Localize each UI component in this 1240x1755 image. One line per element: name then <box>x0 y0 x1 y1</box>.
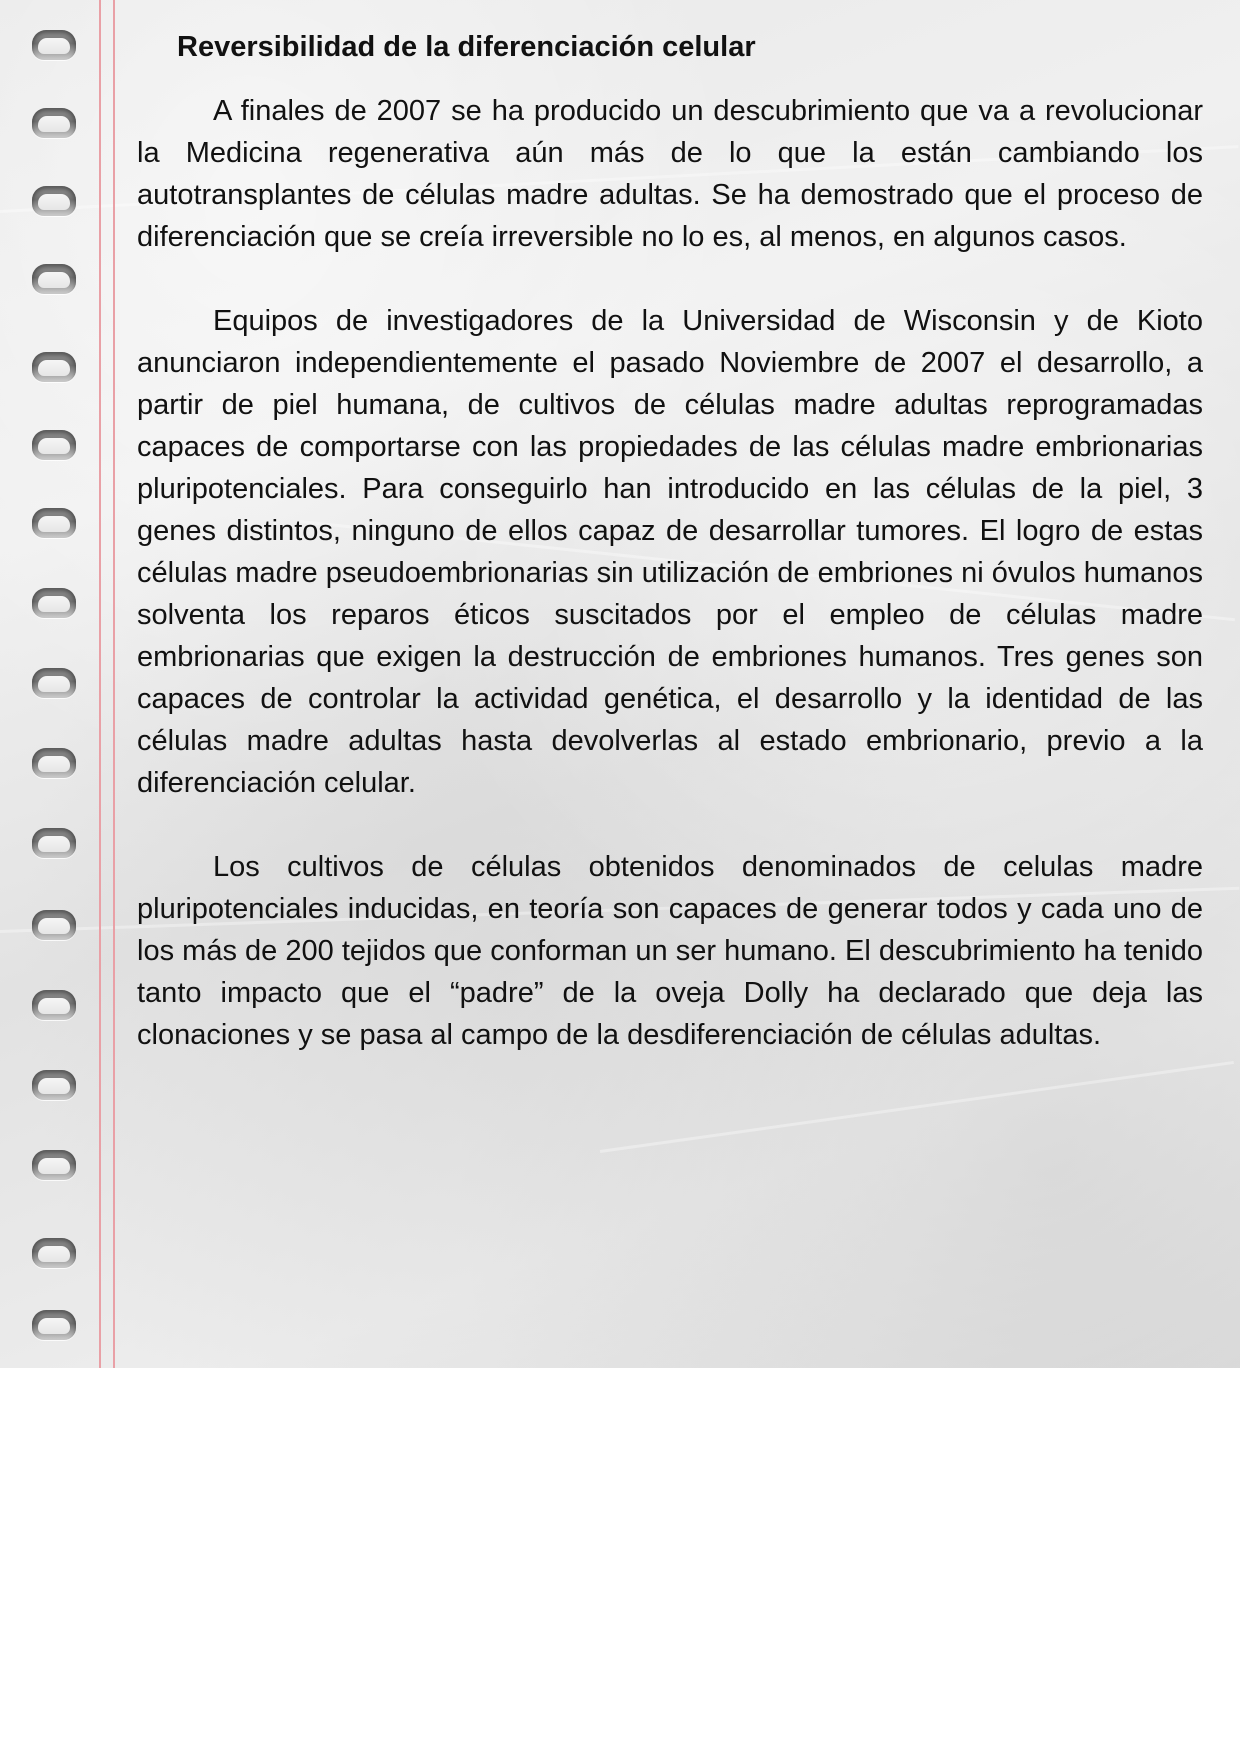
binder-hole <box>32 1310 76 1340</box>
binder-hole <box>32 1238 76 1268</box>
binder-hole <box>32 588 76 618</box>
binder-hole <box>32 352 76 382</box>
binder-hole <box>32 748 76 778</box>
binder-hole <box>32 186 76 216</box>
margin-line <box>113 0 115 1368</box>
paragraph: Equipos de investigadores de la Universidad de Wisconsin y de Kioto anunciaron independientemente el pasado Noviembre de 2007 el desarrollo, a partir de piel humana, de cultivos de células madre adultas reprogramadas capaces de comportarse con las propiedades de las células madre embrionarias pluripotenciales. Para conseguirlo han introducido en las células de la piel, 3 genes distintos, ninguno de ellos capaz de desarrollar tumores. El logro de estas células madre pseudoembrionarias sin utilización de embriones ni óvulos humanos solventa los reparos éticos suscitados por el empleo de células madre embrionarias que exigen la destrucción de embriones humanos. Tres genes son capaces de controlar la actividad genética, el desarrollo y la identidad de las células madre adultas hasta devolverlas al estado embrionario, previo a la diferenciación celular. <box>137 305 1203 799</box>
paragraph: A finales de 2007 se ha producido un descubrimiento que va a revolucionar la Medicina regenerativa aún más de lo que la están cambiando los autotransplantes de células madre adultas. Se ha demostrado que el proceso de diferenciación que se creía irreversible no lo es, al menos, en algunos casos. <box>137 95 1203 253</box>
binder-hole <box>32 430 76 460</box>
paragraph: Los cultivos de células obtenidos denominados de celulas madre pluripotenciales inducidas, en teoría son capaces de generar todos y cada uno de los más de 200 tejidos que conforman un ser humano. El descubrimiento ha tenido tanto impacto que el “padre” de la oveja Dolly ha declarado que deja las clonaciones y se pasa al campo de la desdiferenciación de células adultas. <box>137 851 1203 1051</box>
binder-hole <box>32 910 76 940</box>
binder-hole <box>32 108 76 138</box>
document-body <box>137 26 1203 1098</box>
binder-hole <box>32 30 76 60</box>
binder-hole <box>32 264 76 294</box>
page-title: Reversibilidad de la diferenciación celular <box>177 31 756 63</box>
binder-hole <box>32 1070 76 1100</box>
binder-hole <box>32 668 76 698</box>
binder-hole <box>32 828 76 858</box>
binder-hole <box>32 1150 76 1180</box>
margin-line <box>99 0 101 1368</box>
binder-hole <box>32 508 76 538</box>
binder-hole <box>32 990 76 1020</box>
